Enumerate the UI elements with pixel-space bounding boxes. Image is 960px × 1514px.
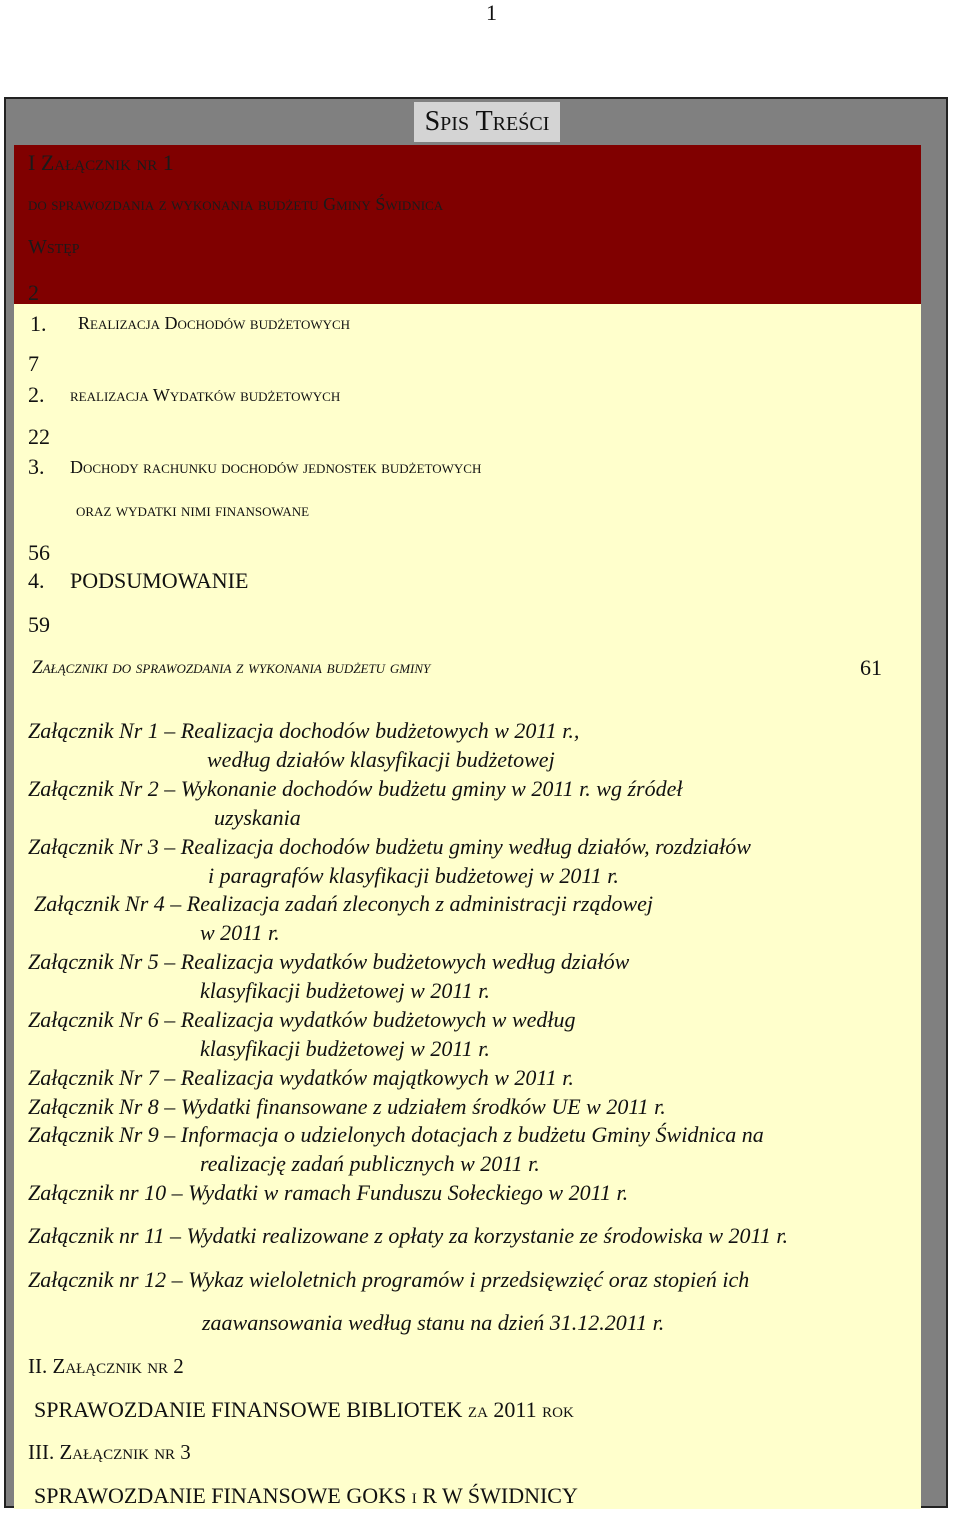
- attachment-6[interactable]: Załącznik Nr 6 – Realizacja wydatków budżetowych w według: [28, 1007, 576, 1032]
- attachment-5[interactable]: Załącznik Nr 5 – Realizacja wydatków budżetowych według działów: [28, 949, 630, 974]
- toc-title: Spis Treści: [414, 102, 560, 142]
- section3-subheading[interactable]: SPRAWOZDANIE FINANSOWE GOKS i R W ŚWIDNICY: [34, 1483, 578, 1508]
- item1-number: 1.: [30, 311, 47, 336]
- item3-page: 56: [28, 540, 50, 565]
- attachment-5-cont[interactable]: klasyfikacji budżetowej w 2011 r.: [200, 978, 490, 1003]
- attachment-12[interactable]: Załącznik nr 12 – Wykaz wieloletnich programów i przedsięwzięć oraz stopień ich: [28, 1267, 750, 1292]
- attachment-9[interactable]: Załącznik Nr 9 – Informacja o udzielonych dotacjach z budżetu Gminy Świdnica na: [28, 1122, 764, 1147]
- item2-link[interactable]: realizacja Wydatków budżetowych: [70, 385, 341, 405]
- attachment-8[interactable]: Załącznik Nr 8 – Wydatki finansowane z udziałem środków UE w 2011 r.: [28, 1094, 666, 1119]
- section1-heading[interactable]: I Załącznik nr 1: [28, 150, 174, 175]
- item1-link[interactable]: Realizacja Dochodów budżetowych: [78, 313, 351, 333]
- item3-number: 3.: [28, 454, 45, 479]
- attachment-2-cont[interactable]: uzyskania: [214, 805, 301, 830]
- page-number: 1: [486, 0, 497, 25]
- item2-number: 2.: [28, 382, 45, 407]
- section2-heading[interactable]: II. Załącznik nr 2: [28, 1354, 184, 1378]
- item1-page: 7: [28, 351, 39, 376]
- attachment-1-cont[interactable]: według działów klasyfikacji budżetowej: [207, 747, 555, 772]
- item3-link[interactable]: Dochody rachunku dochodów jednostek budżetowych: [70, 457, 482, 477]
- attachment-3-cont[interactable]: i paragrafów klasyfikacji budżetowej w 2011 r.: [208, 863, 619, 888]
- item2-page: 22: [28, 424, 50, 449]
- item4-page: 59: [28, 612, 50, 637]
- attachment-4-cont[interactable]: w 2011 r.: [200, 920, 280, 945]
- section1-subheading[interactable]: do sprawozdania z wykonania budżetu Gminy Świdnica: [28, 194, 444, 214]
- section2-subheading[interactable]: SPRAWOZDANIE FINANSOWE BIBLIOTEK za 2011 rok: [34, 1397, 574, 1422]
- intro-link[interactable]: Wstęp: [28, 236, 80, 258]
- item3-link-cont[interactable]: oraz wydatki nimi finansowane: [76, 500, 310, 520]
- attachment-7[interactable]: Załącznik Nr 7 – Realizacja wydatków majątkowych w 2011 r.: [28, 1065, 574, 1090]
- attachments-heading[interactable]: Załączniki do sprawozdania z wykonania budżetu gminy: [32, 657, 431, 678]
- attachment-9-cont[interactable]: realizację zadań publicznych w 2011 r.: [200, 1151, 540, 1176]
- attachment-11[interactable]: Załącznik nr 11 – Wydatki realizowane z opłaty za korzystanie ze środowiska w 2011 r.: [28, 1223, 788, 1248]
- attachment-10[interactable]: Załącznik nr 10 – Wydatki w ramach Funduszu Sołeckiego w 2011 r.: [28, 1180, 629, 1205]
- item4-link[interactable]: PODSUMOWANIE: [70, 568, 249, 593]
- attachment-2[interactable]: Załącznik Nr 2 – Wykonanie dochodów budżetu gminy w 2011 r. wg źródeł: [28, 776, 683, 801]
- attachment-4[interactable]: Załącznik Nr 4 – Realizacja zadań zleconych z administracji rządowej: [34, 891, 654, 916]
- attachment-6-cont[interactable]: klasyfikacji budżetowej w 2011 r.: [200, 1036, 490, 1061]
- item4-number: 4.: [28, 568, 45, 593]
- attachment-12-cont[interactable]: zaawansowania według stanu na dzień 31.12.2011 r.: [202, 1310, 665, 1335]
- intro-page: 2: [28, 280, 39, 305]
- section3-heading[interactable]: III. Załącznik nr 3: [28, 1440, 191, 1464]
- attachments-page: 61: [860, 655, 882, 680]
- attachment-3[interactable]: Załącznik Nr 3 – Realizacja dochodów budżetu gminy według działów, rozdziałów: [28, 834, 751, 859]
- attachment-1[interactable]: Załącznik Nr 1 – Realizacja dochodów budżetowych w 2011 r.,: [28, 718, 580, 743]
